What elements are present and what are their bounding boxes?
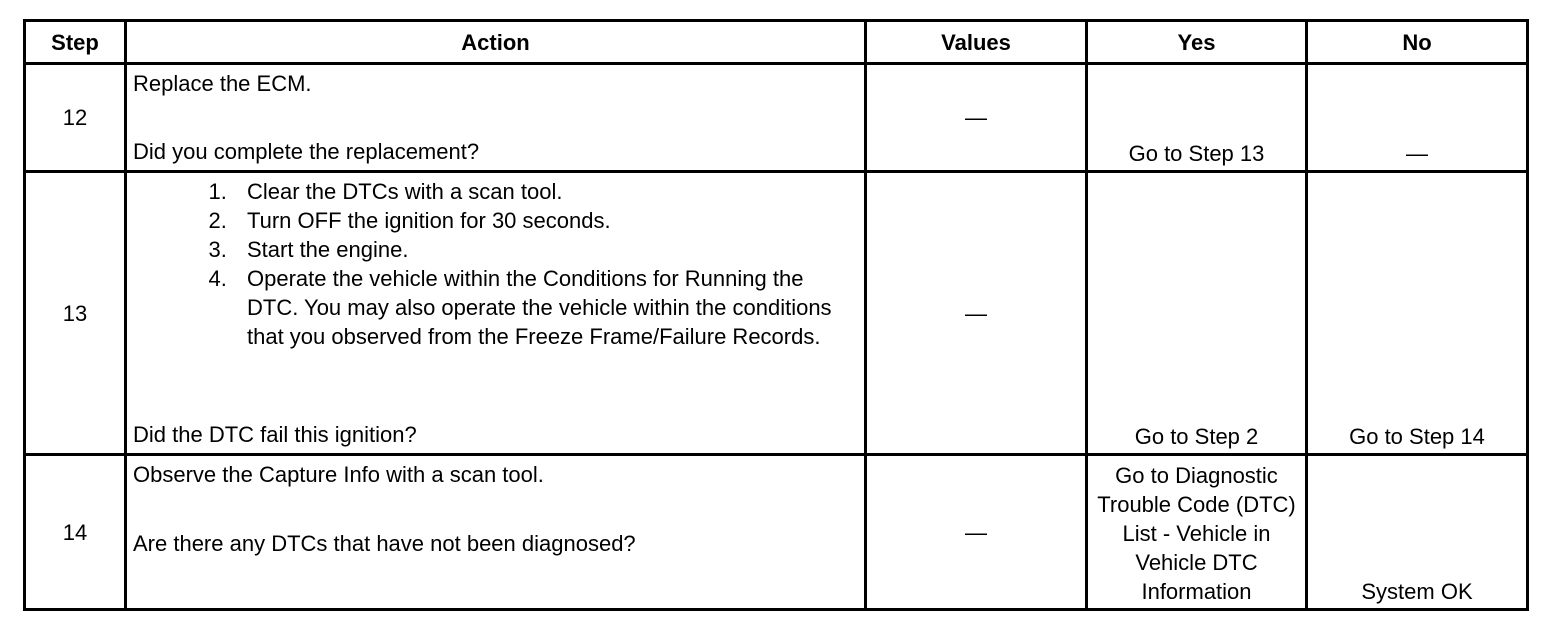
yes-cell xyxy=(1087,455,1307,610)
procedure-step: 4. Operate the vehicle within the Conditions for Running the DTC. You may also operate the vehicle within the conditions that you observed from the Freeze Frame/Failure Records. xyxy=(233,264,858,351)
header-values: Values xyxy=(866,21,1087,64)
action-instruction: Observe the Capture Info with a scan tool. xyxy=(133,462,544,487)
table-row-step-13 xyxy=(25,172,1528,455)
action-question: Did you complete the replacement? xyxy=(133,139,480,164)
yes-text: Go to Step 2 xyxy=(1134,424,1259,449)
header-yes: Yes xyxy=(1087,21,1307,64)
header-action: Action xyxy=(126,21,866,64)
action-cell xyxy=(126,172,866,455)
procedure-step: 1. Clear the DTCs with a scan tool. xyxy=(233,177,858,206)
values-cell: — xyxy=(866,172,1087,455)
header-row xyxy=(25,21,1528,64)
no-text: Go to Step 14 xyxy=(1349,424,1485,449)
no-cell xyxy=(1307,172,1528,455)
diagnostic-table xyxy=(23,19,1529,611)
yes-text: Go to Step 13 xyxy=(1128,141,1265,166)
step-number: 13 xyxy=(25,172,126,455)
action-instruction: Replace the ECM. xyxy=(133,71,312,96)
procedure-step: 3. Start the engine. xyxy=(233,235,858,264)
values-cell: — xyxy=(866,455,1087,610)
yes-cell xyxy=(1087,64,1307,172)
action-question: Did the DTC fail this ignition? xyxy=(133,422,417,447)
action-cell xyxy=(126,64,866,172)
no-cell xyxy=(1307,455,1528,610)
step-number: 14 xyxy=(25,455,126,610)
action-question: Are there any DTCs that have not been diagnosed? xyxy=(133,531,636,556)
table-row-step-14 xyxy=(25,455,1528,610)
no-text: System OK xyxy=(1361,579,1473,604)
values-cell: — xyxy=(866,64,1087,172)
no-text: — xyxy=(1406,141,1428,166)
action-cell xyxy=(126,455,866,610)
procedure-step: 2. Turn OFF the ignition for 30 seconds. xyxy=(233,206,858,235)
procedure-list xyxy=(133,177,858,351)
header-no: No xyxy=(1307,21,1528,64)
step-number: 12 xyxy=(25,64,126,172)
yes-text: Go to Diagnostic Trouble Code (DTC) List - Vehicle in Vehicle DTC Information xyxy=(1097,463,1296,604)
no-cell xyxy=(1307,64,1528,172)
header-step: Step xyxy=(25,21,126,64)
table-row-step-12 xyxy=(25,64,1528,172)
yes-cell xyxy=(1087,172,1307,455)
